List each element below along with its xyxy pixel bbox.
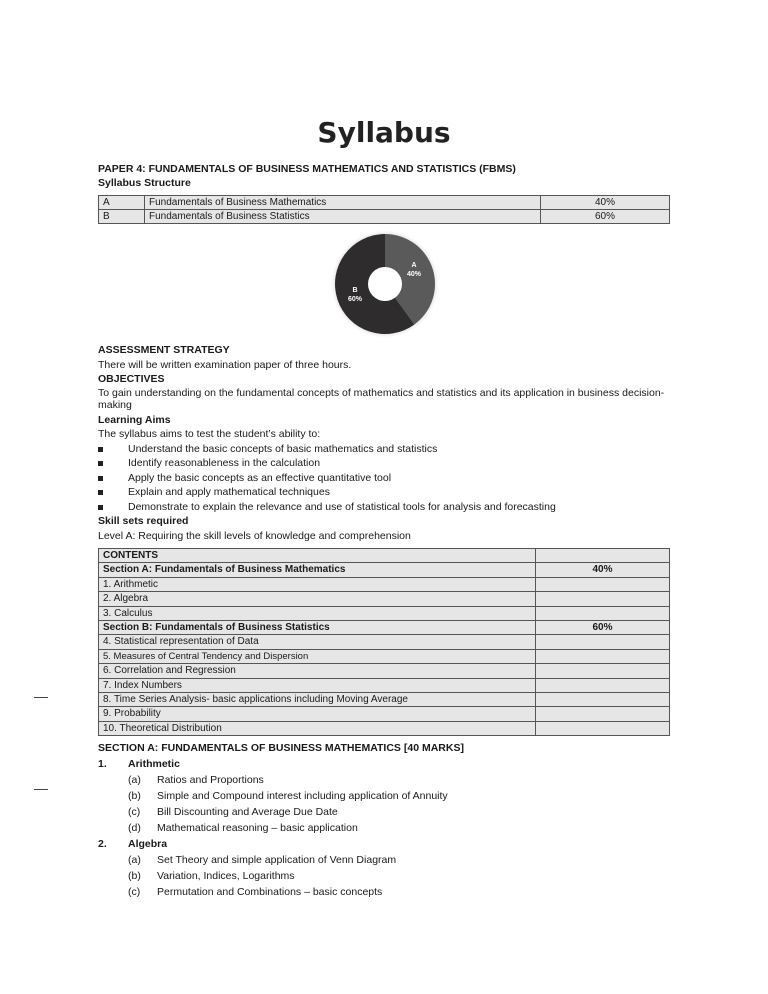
- sub-label: (a): [128, 774, 141, 786]
- sub-label: (c): [128, 886, 141, 898]
- topic-title: Arithmetic: [128, 758, 180, 770]
- list-item: [98, 456, 670, 471]
- list-item-text: Apply the basic concepts as an effective quantitative tool: [128, 471, 392, 484]
- table-cell: Section A: Fundamentals of Business Mathematics: [99, 563, 536, 577]
- table-row: [99, 707, 670, 721]
- sub-label: (c): [128, 806, 141, 818]
- table-cell: [536, 577, 670, 591]
- sub-label: (b): [128, 870, 141, 882]
- table-cell: 60%: [541, 210, 670, 224]
- paper-heading: PAPER 4: FUNDAMENTALS OF BUSINESS MATHEMATICS AND STATISTICS (FBMS): [98, 163, 516, 175]
- skills-heading: Skill sets required: [98, 515, 189, 527]
- assessment-text: There will be written examination paper of three hours.: [98, 358, 352, 371]
- table-cell: 6. Correlation and Regression: [99, 664, 536, 678]
- table-cell: [536, 721, 670, 735]
- learning-aims-list: [98, 442, 670, 515]
- table-cell: [536, 693, 670, 707]
- assessment-heading: ASSESSMENT STRATEGY: [98, 344, 230, 356]
- structure-table: [98, 195, 670, 224]
- objectives-text: To gain understanding on the fundamental concepts of mathematics and statistics and its application in business decision-making: [98, 386, 665, 411]
- table-cell: 40%: [536, 563, 670, 577]
- topic-number: 1.: [98, 758, 107, 770]
- table-row: [99, 678, 670, 692]
- table-row: [99, 693, 670, 707]
- table-cell: 5. Measures of Central Tendency and Dispersion: [99, 649, 536, 663]
- table-cell: B: [99, 210, 145, 224]
- slice-a-value: 40%: [406, 271, 422, 278]
- table-row: [99, 196, 670, 210]
- topic-number: 2.: [98, 838, 107, 850]
- bullet-icon: [98, 490, 103, 495]
- assessment-section: [98, 343, 670, 543]
- sub-text: Ratios and Proportions: [157, 774, 264, 786]
- slice-a-label: A: [411, 262, 417, 269]
- table-row: [99, 210, 670, 224]
- sub-text: Bill Discounting and Average Due Date: [157, 806, 338, 818]
- section-a-heading: SECTION A: FUNDAMENTALS OF BUSINESS MATHEMATICS [40 MARKS]: [98, 742, 464, 754]
- slice-b-label: B: [352, 287, 358, 294]
- table-cell: 40%: [541, 196, 670, 210]
- page-title: Syllabus: [317, 116, 451, 149]
- table-row: [99, 721, 670, 735]
- sub-text: Mathematical reasoning – basic application: [157, 822, 358, 834]
- bullet-icon: [98, 476, 103, 481]
- bullet-icon: [98, 461, 103, 466]
- table-cell: Section B: Fundamentals of Business Statistics: [99, 621, 536, 635]
- bullet-icon: [98, 447, 103, 452]
- slice-b-value: 60%: [347, 296, 363, 303]
- learning-aims-heading: Learning Aims: [98, 413, 171, 426]
- table-row: [99, 635, 670, 649]
- table-cell: 10. Theoretical Distribution: [99, 721, 536, 735]
- table-cell: [536, 707, 670, 721]
- table-cell: 3. Calculus: [99, 606, 536, 620]
- list-item-text: Explain and apply mathematical techniques: [128, 486, 330, 498]
- list-item: [98, 442, 670, 457]
- table-cell: 4. Statistical representation of Data: [99, 635, 536, 649]
- table-header-cell: CONTENTS: [99, 549, 536, 563]
- table-row: [99, 577, 670, 591]
- skills-text: Level A: Requiring the skill levels of knowledge and comprehension: [98, 529, 411, 542]
- table-cell: 9. Probability: [99, 707, 536, 721]
- sub-text: Variation, Indices, Logarithms: [157, 870, 295, 882]
- weight-donut-chart: [330, 229, 440, 339]
- table-row: [99, 592, 670, 606]
- table-cell: [536, 678, 670, 692]
- table-cell: 2. Algebra: [99, 592, 536, 606]
- table-cell: 60%: [536, 621, 670, 635]
- sub-label: (b): [128, 790, 141, 802]
- table-cell: [536, 664, 670, 678]
- table-cell: 8. Time Series Analysis- basic applications including Moving Average: [99, 693, 536, 707]
- table-cell: [536, 649, 670, 663]
- sub-label: (a): [128, 854, 141, 866]
- donut-hole: [368, 267, 402, 301]
- table-row: [99, 563, 670, 577]
- sub-label: (d): [128, 822, 141, 834]
- table-row: [99, 664, 670, 678]
- table-cell: Fundamentals of Business Statistics: [145, 210, 541, 224]
- table-cell: [536, 606, 670, 620]
- contents-table: [98, 548, 670, 736]
- table-cell: [536, 549, 670, 563]
- topic-title: Algebra: [128, 838, 168, 850]
- table-cell: [536, 592, 670, 606]
- table-cell: [536, 635, 670, 649]
- objectives-heading: OBJECTIVES: [98, 373, 165, 385]
- table-row: [99, 606, 670, 620]
- list-item-text: Identify reasonableness in the calculation: [128, 457, 321, 469]
- list-item-text: Demonstrate to explain the relevance and use of statistical tools for analysis and forecasting: [128, 500, 556, 513]
- table-cell: Fundamentals of Business Mathematics: [145, 196, 541, 210]
- learning-aims-intro: The syllabus aims to test the student’s ability to:: [98, 428, 321, 440]
- sub-text: Simple and Compound interest including application of Annuity: [157, 790, 448, 802]
- table-row: [99, 549, 670, 563]
- list-item-text: Understand the basic concepts of basic mathematics and statistics: [128, 442, 438, 455]
- margin-mark: [34, 697, 48, 698]
- structure-heading: Syllabus Structure: [98, 177, 191, 189]
- table-cell: 7. Index Numbers: [99, 678, 536, 692]
- sub-text: Permutation and Combinations – basic concepts: [157, 886, 383, 898]
- table-row: [99, 649, 670, 663]
- list-item: [98, 500, 670, 515]
- list-item: [98, 485, 670, 500]
- table-row: [99, 621, 670, 635]
- table-cell: 1. Arithmetic: [99, 577, 536, 591]
- sub-text: Set Theory and simple application of Venn Diagram: [157, 854, 397, 866]
- bullet-icon: [98, 505, 103, 510]
- margin-mark: [34, 789, 48, 790]
- list-item: [98, 471, 670, 486]
- table-cell: A: [99, 196, 145, 210]
